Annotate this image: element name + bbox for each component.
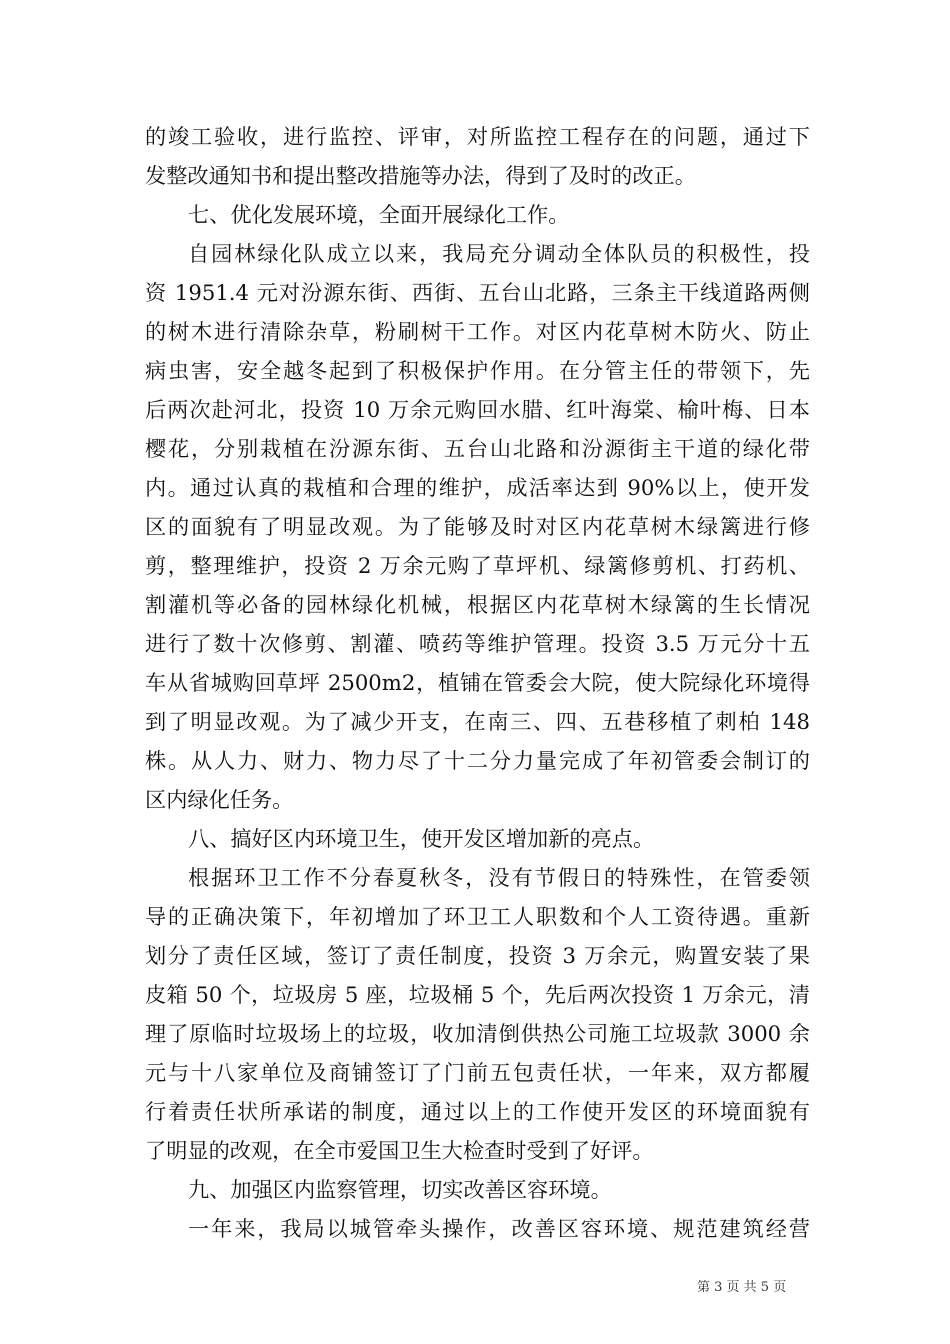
paragraph-line: 区内绿化任务。 bbox=[145, 787, 294, 812]
paragraph-line: 发整改通知书和提出整改措施等办法，得到了及时的改正。 bbox=[145, 163, 696, 188]
paragraph-line: 理了原临时垃圾场上的垃圾，收加清倒供热公司施工垃圾款 3000 余 bbox=[145, 1021, 810, 1046]
paragraph-line: 导的正确决策下，年初增加了环卫工人职数和个人工资待遇。重新 bbox=[145, 904, 810, 929]
paragraph-line: 自园林绿化队成立以来，我局充分调动全体队员的积极性，投 bbox=[188, 241, 810, 266]
section-heading: 八、搞好区内环境卫生，使开发区增加新的亮点。 bbox=[188, 826, 655, 851]
paragraph-line: 划分了责任区域，签订了责任制度，投资 3 万余元，购置安装了果 bbox=[145, 943, 810, 968]
paragraph-line: 后两次赴河北，投资 10 万余元购回水腊、红叶海棠、榆叶梅、日本 bbox=[145, 397, 810, 422]
paragraph-line: 区的面貌有了明显改观。为了能够及时对区内花草树木绿篱进行修 bbox=[145, 514, 810, 539]
paragraph-line: 的树木进行清除杂草，粉刷树干工作。对区内花草树木防火、防止 bbox=[145, 319, 810, 344]
paragraph-line: 剪，整理维护，投资 2 万余元购了草坪机、绿篱修剪机、打药机、 bbox=[145, 553, 810, 578]
paragraph-line: 车从省城购回草坪 2500m2，植铺在管委会大院，使大院绿化环境得 bbox=[145, 670, 810, 695]
paragraph-line: 进行了数十次修剪、割灌、喷药等维护管理。投资 3.5 万元分十五 bbox=[145, 631, 810, 656]
paragraph-line: 行着责任状所承诺的制度，通过以上的工作使开发区的环境面貌有 bbox=[145, 1099, 810, 1124]
paragraph-line: 根据环卫工作不分春夏秋冬，没有节假日的特殊性，在管委领 bbox=[188, 865, 810, 890]
paragraph-line: 一年来，我局以城管牵头操作，改善区容环境、规范建筑经营 bbox=[188, 1216, 810, 1241]
paragraph-line: 割灌机等必备的园林绿化机械，根据区内花草树木绿篱的生长情况 bbox=[145, 592, 810, 617]
section-heading: 九、加强区内监察管理，切实改善区容环境。 bbox=[188, 1177, 612, 1202]
paragraph-line: 到了明显改观。为了减少开支，在南三、四、五巷移植了刺柏 148 bbox=[145, 709, 810, 734]
page-number: 第 3 页 共 5 页 bbox=[697, 1280, 787, 1295]
paragraph-line: 樱花，分别栽植在汾源东街、五台山北路和汾源街主干道的绿化带 bbox=[145, 436, 810, 461]
section-heading: 七、优化发展环境，全面开展绿化工作。 bbox=[188, 202, 570, 227]
paragraph-line: 了明显的改观，在全市爱国卫生大检查时受到了好评。 bbox=[145, 1138, 654, 1163]
paragraph-line: 株。从人力、财力、物力尽了十二分力量完成了年初管委会制订的 bbox=[145, 748, 810, 773]
paragraph-line: 元与十八家单位及商铺签订了门前五包责任状，一年来，双方都履 bbox=[145, 1060, 810, 1085]
paragraph-line: 皮箱 50 个，垃圾房 5 座，垃圾桶 5 个，先后两次投资 1 万余元，清 bbox=[145, 982, 810, 1007]
paragraph-line: 病虫害，安全越冬起到了积极保护作用。在分管主任的带领下，先 bbox=[145, 358, 810, 383]
paragraph-line: 内。通过认真的栽植和合理的维护，成活率达到 90%以上，使开发 bbox=[145, 475, 810, 500]
paragraph-line: 资 1951.4 元对汾源东街、西街、五台山北路，三条主干线道路两侧 bbox=[145, 280, 810, 305]
paragraph-line: 的竣工验收，进行监控、评审，对所监控工程存在的问题，通过下 bbox=[145, 124, 810, 149]
